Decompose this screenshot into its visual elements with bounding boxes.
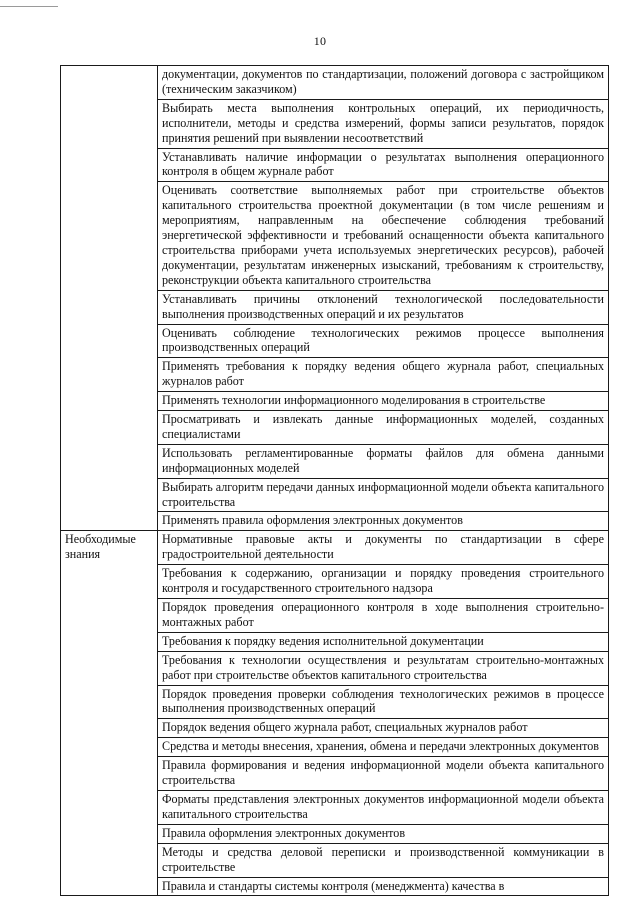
row-text: Требования к технологии осуществления и результатам строительно-монтажных работ при строительстве объектов капитального строительства (158, 651, 609, 685)
row-text: Применять требования к порядку ведения общего журнала работ, специальных журналов работ (158, 358, 609, 392)
row-text: Требования к порядку ведения исполнительной документации (158, 632, 609, 651)
row-text: Форматы представления электронных документов информационной модели объекта капитального строительства (158, 790, 609, 824)
row-text: Выбирать алгоритм передачи данных информационной модели объекта капитального строительства (158, 478, 609, 512)
row-text: Применять технологии информационного моделирования в строительстве (158, 392, 609, 411)
row-text: Порядок проведения операционного контроля в ходе выполнения строительно-монтажных работ (158, 599, 609, 633)
requirements-table (60, 65, 609, 896)
row-text: Просматривать и извлекать данные информационных моделей, созданных специалистами (158, 411, 609, 445)
row-text: документации, документов по стандартизации, положений договора с застройщиком (техническим заказчиком) (158, 66, 609, 100)
row-text: Применять правила оформления электронных документов (158, 512, 609, 531)
row-text: Правила и стандарты системы контроля (менеджмента) качества в (158, 877, 609, 896)
row-text: Оценивать соблюдение технологических режимов процессе выполнения производственных операций (158, 324, 609, 358)
row-text: Оценивать соответствие выполняемых работ при строительстве объектов капитального строительства проектной документации (в том числе решениям и мероприятиям, направленным на обеспечение соблюдения требований энергетической эффективности и требований оснащенности объекта капитального строительства приборами учета используемых энергетических ресурсов), рабочей документации, результатам инженерных изысканий, требованиям к строительству, реконструкции объекта капитального строительства (158, 182, 609, 290)
row-text: Правила формирования и ведения информационной модели объекта капитального строительства (158, 757, 609, 791)
skills-label-cell (61, 66, 158, 531)
page-number: 10 (313, 34, 327, 48)
table-row (61, 531, 609, 565)
row-text: Средства и методы внесения, хранения, обмена и передачи электронных документов (158, 738, 609, 757)
row-text: Порядок ведения общего журнала работ, специальных журналов работ (158, 719, 609, 738)
row-text: Использовать регламентированные форматы файлов для обмена данными информационных моделей (158, 444, 609, 478)
section-label-necessary-knowledge: Необходимые знания (61, 531, 158, 896)
row-text: Правила оформления электронных документов (158, 824, 609, 843)
scan-edge-line (0, 6, 58, 7)
row-text: Устанавливать наличие информации о результатах выполнения операционного контроля в общем журнале работ (158, 148, 609, 182)
row-text: Порядок проведения проверки соблюдения технологических режимов в процессе выполнения производственных операций (158, 685, 609, 719)
table-row (61, 66, 609, 100)
row-text: Требования к содержанию, организации и порядку проведения строительного контроля и государственного строительного надзора (158, 565, 609, 599)
row-text: Выбирать места выполнения контрольных операций, их периодичность, исполнители, методы и средства измерений, формы записи результатов, порядок принятия решений при выявлении несоответствий (158, 99, 609, 148)
row-text: Нормативные правовые акты и документы по стандартизации в сфере градостроительной деятельности (158, 531, 609, 565)
row-text: Методы и средства деловой переписки и производственной коммуникации в строительстве (158, 843, 609, 877)
row-text: Устанавливать причины отклонений технологической последовательности выполнения производственных операций и их результатов (158, 290, 609, 324)
